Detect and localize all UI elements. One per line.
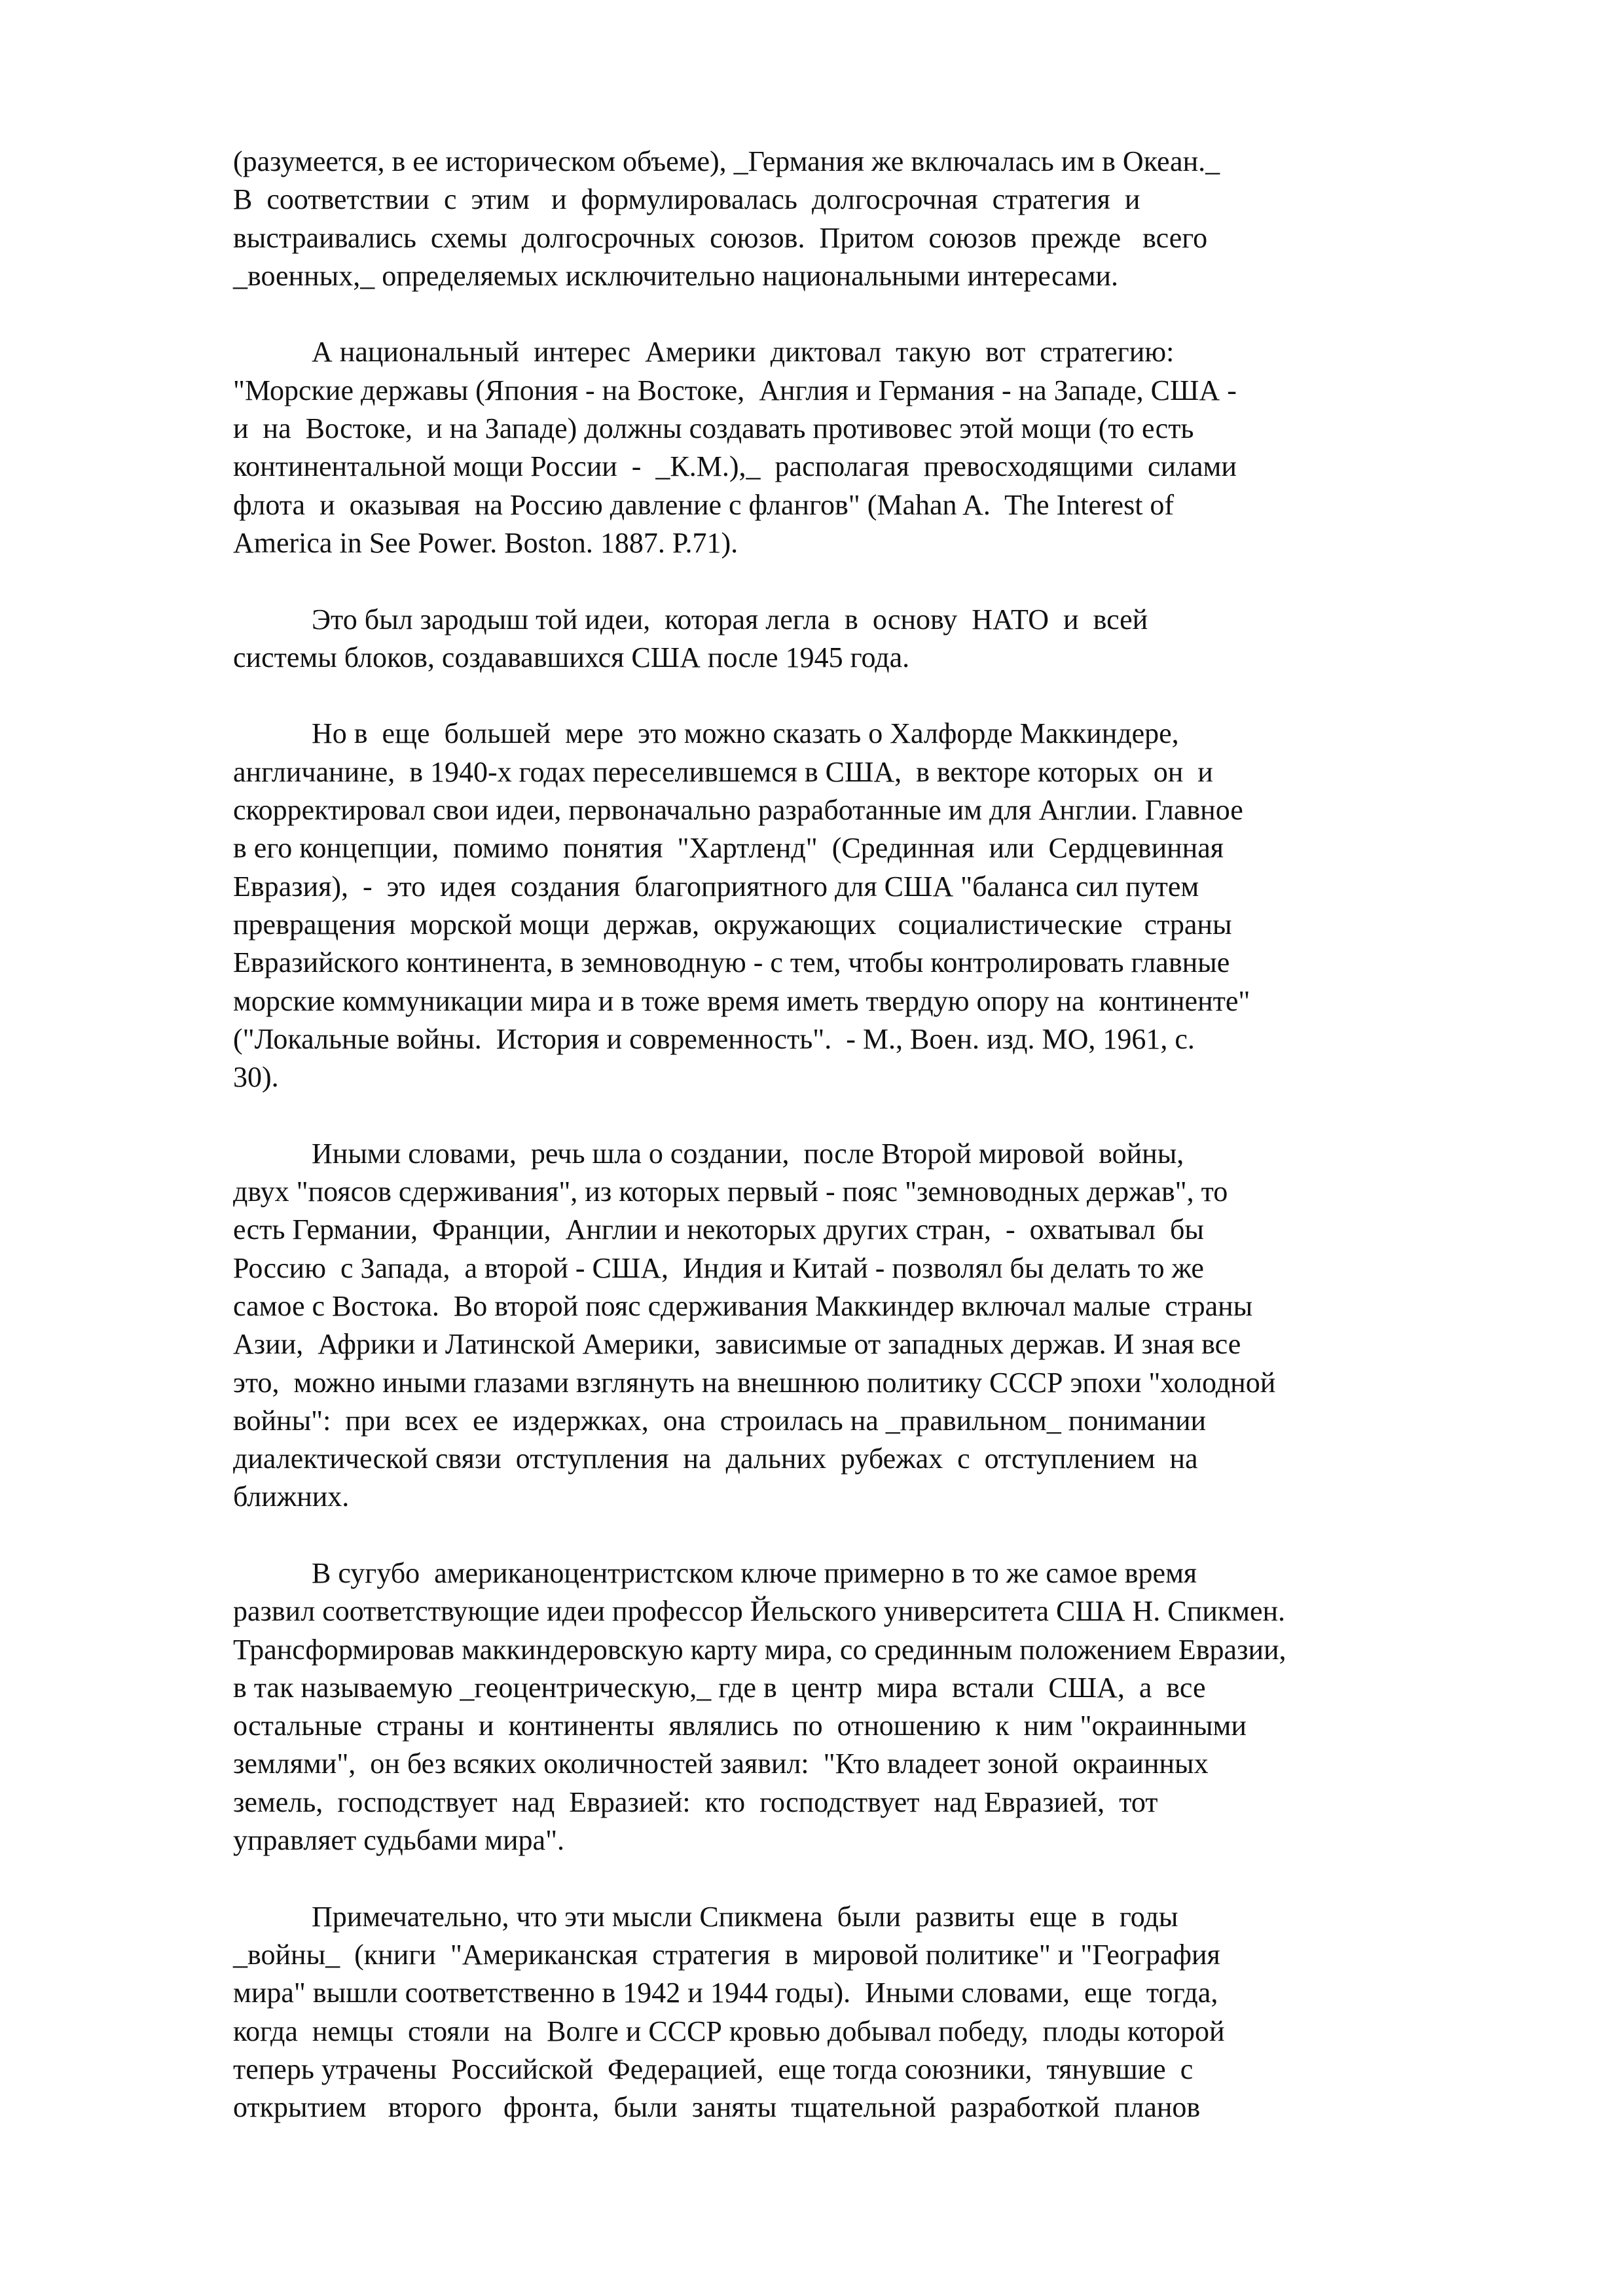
text-line: ("Локальные войны. История и современность". - М., Воен. изд. МО, 1961, с. (233, 1022, 1195, 1055)
text-line: Азии, Африки и Латинской Америки, зависимые от западных держав. И зная все (233, 1328, 1241, 1361)
paragraph (233, 1898, 1398, 2127)
text-line: диалектической связи отступления на дальних рубежах с отступлением на (233, 1443, 1198, 1475)
text-line: А национальный интерес Америки диктовал такую вот стратегию: (312, 336, 1175, 368)
text-line: земель, господствует над Евразией: кто господствует над Евразией, тот (233, 1785, 1158, 1818)
text-line: America in See Power. Boston. 1887. P.71). (233, 526, 739, 559)
text-line: управляет судьбами мира". (233, 1824, 565, 1857)
text-line: флота и оказывая на Россию давление с флангов" (Mahan A. The Interest of (233, 488, 1175, 521)
text-line: англичанине, в 1940-х годах переселившемся в США, в векторе которых он и (233, 755, 1213, 788)
text-line: двух "поясов сдерживания", из которых первый - пояс "земноводных держав", то (233, 1175, 1228, 1208)
text-line: выстраивались схемы долгосрочных союзов. Притом союзов прежде всего (233, 221, 1208, 254)
text-line: Но в еще большей мере это можно сказать о Халфорде Маккиндере, (312, 717, 1179, 750)
text-line: когда немцы стояли на Волге и СССР кровью добывал победу, плоды которой (233, 2015, 1225, 2047)
text-line: _войны_ (книги "Американская стратегия в мировой политике" и "География (233, 1938, 1220, 1971)
text-line: ближних. (233, 1480, 350, 1513)
text-line: "Морские державы (Япония - на Востоке, Англия и Германия - на Западе, США - (233, 374, 1237, 406)
text-line: самое с Востока. Во второй пояс сдерживания Маккиндер включал малые страны (233, 1289, 1253, 1322)
text-line: в его концепции, помимо понятия "Хартленд" (Срединная или Сердцевинная (233, 832, 1224, 865)
text-line: скорректировал свои идеи, первоначально разработанные им для Англии. Главное (233, 794, 1243, 827)
text-line: в так называемую _геоцентрическую,_ где в центр мира встали США, а все (233, 1671, 1206, 1704)
paragraph (233, 333, 1398, 562)
text-line: В соответствии с этим и формулировалась долгосрочная стратегия и (233, 183, 1140, 216)
text-line: превращения морской мощи держав, окружающих социалистические страны (233, 908, 1232, 941)
text-line: континентальной мощи России - _К.М.),_ располагая превосходящими силами (233, 450, 1237, 483)
text-line: теперь утрачены Российской Федерацией, еще тогда союзники, тянувшие с (233, 2053, 1194, 2085)
paragraph (233, 715, 1398, 1096)
text-line: Евразийского континента, в земноводную - с тем, чтобы контролировать главные (233, 946, 1230, 979)
paragraph (233, 143, 1398, 295)
text-line: это, можно иными глазами взглянуть на внешнюю политику СССР эпохи "холодной (233, 1366, 1276, 1399)
text-line: 30). (233, 1061, 279, 1094)
text-line: Евразия), - это идея создания благоприятного для США "баланса сил путем (233, 870, 1199, 903)
text-line: и на Востоке, и на Западе) должны создавать противовес этой мощи (то есть (233, 412, 1194, 445)
text-line: развил соответствующие идеи профессор Йельского университета США Н. Спикмен. (233, 1595, 1286, 1628)
text-line: Примечательно, что эти мысли Спикмена были развиты еще в годы (312, 1900, 1178, 1933)
text-line: землями", он без всяких околичностей заявил: "Кто владеет зоной окраинных (233, 1748, 1209, 1780)
text-line: открытием второго фронта, были заняты тщательной разработкой планов (233, 2091, 1201, 2124)
text-line: остальные страны и континенты являлись по отношению к ним "окраинными (233, 1710, 1247, 1742)
text-line: _военных,_ определяемых исключительно национальными интересами. (233, 259, 1118, 292)
paragraph (233, 1135, 1398, 1516)
text-line: системы блоков, создававшихся США после 1945 года. (233, 641, 910, 673)
paragraph (233, 601, 1398, 677)
text-line: мира" вышли соответственно в 1942 и 1944 годы). Иными словами, еще тогда, (233, 1977, 1218, 2009)
text-line: войны": при всех ее издержках, она строилась на _правильном_ понимании (233, 1404, 1207, 1437)
text-line: Это был зародыш той идеи, которая легла в основу НАТО и всей (312, 603, 1148, 636)
text-line: Трансформировав маккиндеровскую карту мира, со срединным положением Евразии, (233, 1633, 1286, 1666)
document-body (233, 143, 1398, 2126)
text-line: (разумеется, в ее историческом объеме), _Германия же включалась им в Океан._ (233, 145, 1220, 177)
text-line: Россию с Запада, а второй - США, Индия и Китай - позволял бы делать то же (233, 1251, 1204, 1284)
text-line: В сугубо американоцентристском ключе примерно в то же самое время (312, 1556, 1197, 1589)
text-line: морские коммуникации мира и в тоже время иметь твердую опору на континенте" (233, 984, 1250, 1017)
text-line: Иными словами, речь шла о создании, после Второй мировой войны, (312, 1137, 1184, 1170)
paragraph (233, 1554, 1398, 1859)
text-line: есть Германии, Франции, Англии и некоторых других стран, - охватывал бы (233, 1213, 1204, 1246)
